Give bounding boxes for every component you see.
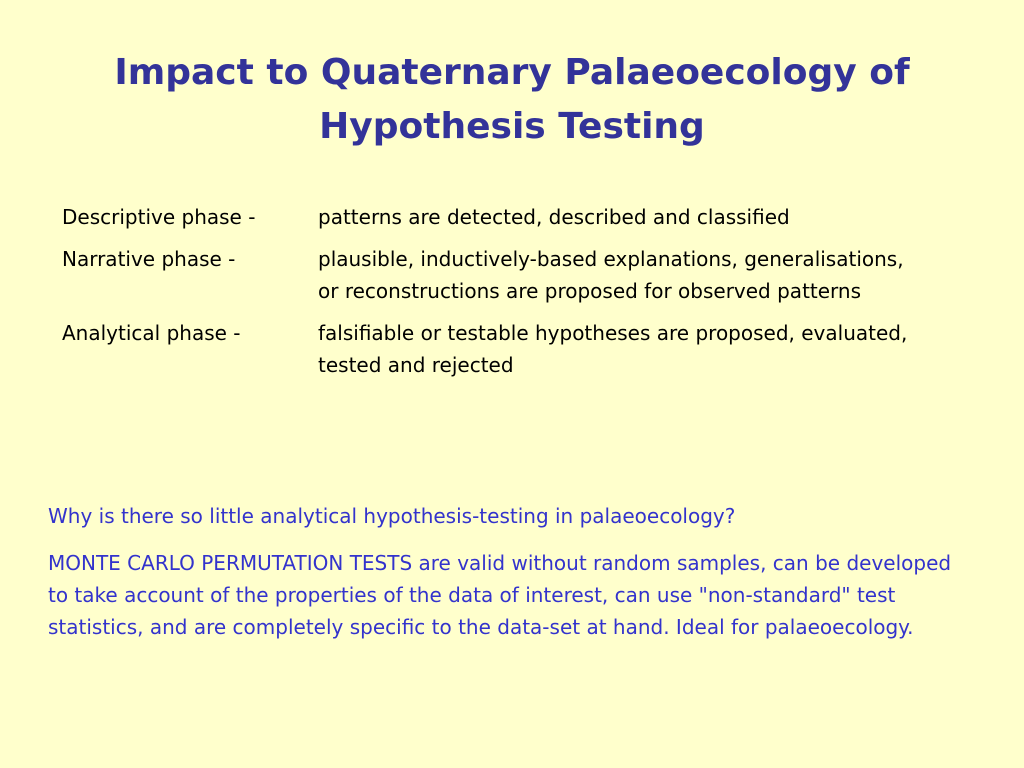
phase-name: Descriptive phase - — [62, 205, 256, 229]
phase-row-narrative — [62, 243, 962, 307]
phase-name: Narrative phase - — [62, 247, 236, 271]
phase-description: falsifiable or testable hypotheses are proposed, evaluated, tested and rejected — [318, 321, 908, 377]
phase-description: patterns are detected, described and classified — [318, 205, 790, 229]
answer-text: MONTE CARLO PERMUTATION TESTS are valid without random samples, can be developed to take account of the properties of the data of interest, can use "non-standard" test statistics, and are completely specific to the data-set at hand. Ideal for palaeoecology. — [48, 551, 952, 639]
phase-table — [62, 201, 962, 391]
slide-title: Impact to Quaternary Palaeoecology of Hypothesis Testing — [114, 52, 910, 147]
phase-row-descriptive — [62, 201, 962, 233]
question-text: Why is there so little analytical hypothesis-testing in palaeoecology? — [48, 504, 736, 528]
phase-name: Analytical phase - — [62, 321, 241, 345]
phase-row-analytical — [62, 317, 962, 381]
phase-description: plausible, inductively-based explanations, generalisations, or reconstructions are proposed for observed patterns — [318, 247, 904, 303]
